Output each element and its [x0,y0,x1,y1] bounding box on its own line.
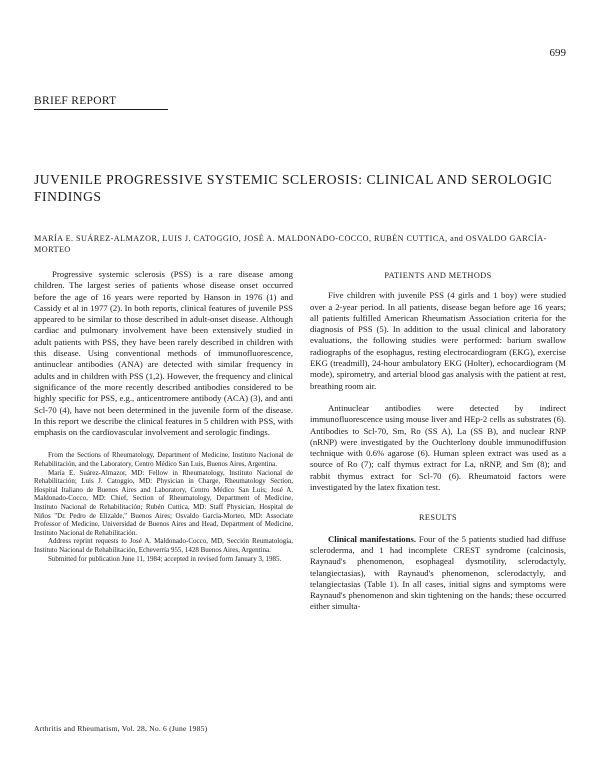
footnote-affiliation: From the Sections of Rheumatology, Department of Medicine, Instituto Nacional de Rehabilitación, and the Laboratory, Centro Médico San Luis, Buenos Aires, Argentina. [34,451,293,469]
page-number: 699 [549,47,566,59]
section-label: BRIEF REPORT [34,95,117,107]
intro-paragraph: Progressive systemic sclerosis (PSS) is a rare disease among children. The largest series of patients whose disease onset occurred before the age of 16 years were reported by Hanson in 1976 (1) and Cassidy et al in 1977 (2). In both reports, clinical features of juvenile PSS appeared to be similar to those described in adult-onset disease. Although cardiac and pulmonary involvement have been extensively studied in adult patients with PSS, they have been rarely described in children with this disease. Using conventional methods of immunofluorescence, antinuclear antibodies (ANA) are detected with similar frequency in adults and in children with PSS (1,2). However, the frequency and clinical significance of the more recently described antibodies considered to be highly specific for PSS, e.g., anticentromere antibody (ACA) (3), and anti Scl-70 (4), have not been determined in the juvenile form of the disease. In this report we describe the clinical features in 5 children with PSS, with emphasis on the cardiovascular involvement and serologic findings. [34,269,293,438]
affiliation-footnotes [34,451,293,563]
section-rule [34,109,168,110]
results-heading: RESULTS [419,513,457,523]
right-column [310,269,566,613]
results-subheading: Clinical manifestations. [328,533,417,544]
results-text: Four of the 5 patients studied had diffuse scleroderma, and 1 had incomplete CREST syndrome (calcinosis, Raynaud's phenomenon, esophageal dysmotility, sclerodactyly, telangiectasias), with Raynaud's phenomenon, sclerodactyly, and telangiectasias (Table 1). In all cases, initial signs and symptoms were Raynaud's phenomenon and skin tightening on the hands; these occurred either simulta- [310,533,567,612]
left-column [34,269,293,563]
results-paragraph [310,534,566,613]
footnote-author-roles: María E. Suárez-Almazor, MD: Fellow in Rheumatology, Instituto Nacional de Rehabilitación; Luis J. Catoggio, MD: Physician in Charge, Rheumatology Section, Hospital Italiano de Buenos Aires and Laboratory, Centro Médico San Luis; José A. Maldonado-Cocco, MD: Chief, Section of Rheumatology, Department of Medicine, Instituto Nacional de Rehabilitación; Rubén Cuttica, MD: Staff Physician, Hospital de Niños "Dr. Pedro de Elizalde," Buenos Aires; Osvaldo García-Morteo, MD: Associate Professor of Medicine, Universidad de Buenos Aires and Head, Department of Medicine, Instituto Nacional de Rehabilitación. [34,468,293,537]
patients-methods-heading: PATIENTS AND METHODS [384,271,492,280]
footnote-reprint-address: Address reprint requests to José A. Maldonado-Cocco, MD, Sección Reumatología, Instituto Nacional de Rehabilitación, Echeverría 955, 1428 Buenos Aires, Argentina. [34,537,293,554]
author-list: MARÍA E. SUÁREZ-ALMAZOR, LUIS J. CATOGGIO, JOSÉ A. MALDONADO-COCCO, RUBÉN CUTTICA, and OSVALDO GARCÍA-MORTEO [34,234,547,254]
patients-paragraph: Five children with juvenile PSS (4 girls and 1 boy) were studied over a 2-year period. In all patients, disease began before age 16 years; all patients fulfilled American Rheumatism Association criteria for the diagnosis of PSS (5). In addition to the usual clinical and laboratory evaluations, the following studies were performed: barium swallow radiographs of the esophagus, resting electrocardiogram (EKG), exercise EKG (treadmill), 24-hour ambulatory EKG (Holter), echocardiogram (M mode), spirometry, and arterial blood gas analysis with the patient at rest, breathing room air. [310,290,566,391]
footnote-submission-dates: Submitted for publication June 11, 1984; accepted in revised form January 3, 1985. [48,554,282,563]
antibodies-paragraph: Antinuclear antibodies were detected by indirect immunofluorescence using mouse liver and HEp-2 cells as substrates (6). Antibodies to Scl-70, Sm, Ro (SS A), La (SS B), and nuclear RNP (nRNP) were investigated by the Ouchterlony double immunodiffusion technique with 0.6% agarose (6). Human spleen extract was used as a source of Ro (7); calf thymus extract for La, nRNP, and Sm (8); and rabbit thymus extract for Scl-70 (6). Rheumatoid factors were investigated by the latex fixation test. [310,402,566,493]
article-title: JUVENILE PROGRESSIVE SYSTEMIC SCLEROSIS: CLINICAL AND SEROLOGIC FINDINGS [34,172,553,204]
journal-citation: Arthritis and Rheumatism, Vol. 28, No. 6 (June 1985) [34,724,208,733]
